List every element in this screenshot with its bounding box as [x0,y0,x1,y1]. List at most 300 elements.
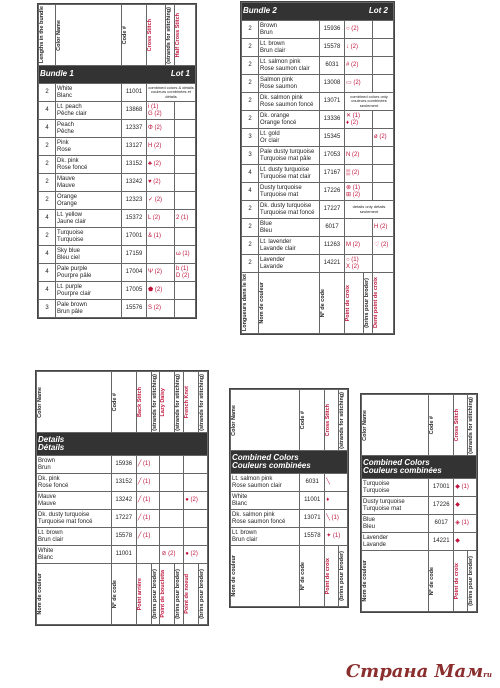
half-cross-symbol [373,39,394,57]
color-name-fr: Turquoise [363,487,390,494]
table-row [37,492,208,510]
cross-stitch-symbol: ⬟ (2) [147,282,175,300]
half-cross-symbol [175,228,196,246]
details-lazy-header: Lazy Daisy [160,387,167,417]
table-row [242,255,394,273]
half-cross-symbol [373,183,394,201]
combined2-strands-header: (strands for stitching) [468,396,475,454]
table-row [242,165,394,183]
cross-stitch-symbol: ○ (2) [345,21,373,39]
color-name: Dk. orange [260,113,290,120]
color-name-fr: Orange foncé [260,119,297,126]
length-cell: 2 [242,21,259,39]
combined1-strands-header: (strands for stitching) [339,391,346,449]
color-name-cell [56,192,122,210]
bundle1-rows [39,84,196,318]
bundle2-name-header: Nom de couleur [259,282,265,324]
cross-stitch-symbol: L (2) [147,210,175,228]
details-code-header: Code # [111,392,118,412]
bundle1-code-header: Code # [122,25,128,45]
lazy-symbol [160,528,184,546]
bundle2-cross-header: Point de croix [345,284,351,322]
bundle1-lot: Lot 1 [170,69,190,79]
table-row [39,246,196,264]
color-name-cell [231,528,300,546]
color-name-fr: Brun [38,464,51,471]
color-name-cell [259,165,320,183]
combined2-name-fr-header: Nom de couleur [362,560,368,602]
half-cross-symbol: ♡ (2) [373,237,394,255]
length-cell: 2 [242,57,259,75]
length-cell: 4 [39,210,56,228]
half-cross-symbol: ø (2) [373,129,394,147]
color-name-cell [259,147,320,165]
half-cross-symbol [175,300,196,318]
table-row [37,510,208,528]
combined2-strands-fr-header: (brins pour broder) [468,556,475,606]
color-name-cell [56,282,122,300]
color-name: Dk. pink [57,158,79,165]
code-cell: 12337 [122,120,147,138]
color-name-fr: Rose saumon [260,83,298,90]
color-name-fr: Lavande [363,541,387,548]
code-cell: 12323 [122,192,147,210]
lazy-symbol [160,456,184,474]
length-cell: 2 [39,192,56,210]
details-name-fr-header: Nom de couleur [37,573,43,615]
cross-stitch-symbol: i (1) G (2) [147,102,175,120]
color-name-cell [259,111,320,129]
code-cell: 13336 [320,111,345,129]
color-name: Orange [57,194,78,201]
details-name-header: Color Name [37,386,43,418]
color-name-cell [259,201,320,219]
bundle1-header-row [39,5,196,66]
color-name-fr: Bleu [260,227,273,234]
color-name-fr: Orange [57,200,78,207]
color-name-fr: Pêche [57,128,75,135]
color-name-cell [37,492,112,510]
color-name-cell [362,479,429,497]
combined2-rows [362,479,477,551]
table-row [362,533,477,551]
table-row [242,201,394,219]
table-row [37,474,208,492]
color-name: Dk. pink [38,476,60,483]
lazy-symbol [160,510,184,528]
table-row [39,192,196,210]
color-name-fr: Pêche clair [57,110,87,117]
color-name: Brown [260,23,278,30]
color-name-fr: Rose foncé [57,164,88,171]
cross-stitch-symbol: S (2) [147,300,175,318]
french-symbol: ● (2) [184,546,208,564]
code-cell: 13008 [320,75,345,93]
details-french-header: French Knot [184,385,191,419]
bundle2-header-row [242,273,394,334]
color-name: Blue [260,221,273,228]
french-symbol: ● (2) [184,492,208,510]
table-row [231,474,348,492]
code-cell: 6017 [320,219,345,237]
half-cross-symbol [373,111,394,129]
color-name: Lt. salmon pink [260,59,301,66]
cross-stitch-symbol: N (2) [345,147,373,165]
color-name: Dk. salmon pink [260,95,303,102]
length-cell: 2 [39,138,56,156]
combined1-name-fr-header: Nom de couleur [231,555,237,597]
details-header-row [37,372,208,433]
cross-stitch-symbol: ○ (1) X (2) [345,255,373,273]
details-title-fr: Détails [38,443,65,452]
details-band [37,433,208,456]
length-cell: 2 [242,201,259,219]
color-name-cell [259,219,320,237]
combined1-strands-fr-header: (brins pour broder) [339,551,346,601]
table-row [231,528,348,546]
cross-stitch-symbol: ◆ [454,533,477,551]
color-name: Pale brown [57,302,88,309]
color-name-fr: Turquoise mat foncé [38,518,93,525]
table-row [39,264,196,282]
color-name-fr: Turquoise [57,236,84,243]
table-row [39,156,196,174]
details-strands-fr-header-3: (brins pour broder) [199,569,206,619]
cross-stitch-symbol: ╲ (1) [325,510,348,528]
code-cell: 13242 [111,492,136,510]
table-row [37,456,208,474]
color-name: Pale dusty turquoise [260,149,315,156]
combined1-cross-fr-header: Point de croix [325,557,332,595]
combined2-code-header: Code # [429,415,436,435]
details-strands-fr-header: (brins pour broder) [151,569,158,619]
color-name-cell [56,84,122,102]
half-cross-symbol [175,156,196,174]
half-cross-symbol [175,138,196,156]
lazy-symbol [160,474,184,492]
color-name-cell [259,21,320,39]
color-name: Dk. dusty turquoise [260,203,312,210]
length-cell: 2 [39,174,56,192]
color-name-cell [56,120,122,138]
french-symbol [184,474,208,492]
code-cell: 17227 [111,510,136,528]
color-name-cell [37,474,112,492]
code-cell: 13152 [122,156,147,174]
cross-stitch-symbol: ✦ (1) [325,528,348,546]
cross-stitch-symbol: ◆ [454,497,477,515]
code-cell: 15578 [300,528,325,546]
color-name-fr: Turquoise mat pâle [260,155,312,162]
back-symbol: ╱ (1) [136,492,160,510]
color-name: Turquoise [363,481,390,488]
color-name-cell [56,174,122,192]
color-name: Lt. brown [232,530,257,537]
table-row [39,300,196,318]
combined2-fr-header-row [362,551,477,612]
bundle1-half-header: Half Cross Stitch [175,12,181,58]
bundle2-length-header: Longueurs dans le lot [242,274,248,332]
color-name-cell [231,510,300,528]
table-row [242,111,394,129]
combined1-fr-header-row [231,546,348,607]
half-cross-symbol: ω (1) [175,246,196,264]
details-back-header: Back Stitch [136,387,143,417]
table-row [39,138,196,156]
color-name-cell [37,456,112,474]
combined2-title: Combined Colors [363,457,430,467]
table-row [362,515,477,533]
color-name-cell [259,57,320,75]
table-row [362,479,477,497]
back-symbol: ╱ (1) [136,510,160,528]
table-row [242,75,394,93]
color-name-fr: Lavande [260,263,284,270]
lazy-symbol: ⊘ (2) [160,546,184,564]
length-cell: 4 [39,102,56,120]
color-name: Mauve [38,494,57,501]
combined1-cross-header: Cross Stitch [325,403,332,437]
length-cell: 2 [242,39,259,57]
length-cell: 2 [242,219,259,237]
cross-stitch-symbol: ╲ [325,474,348,492]
color-name: Brown [38,458,56,465]
color-name-cell [56,300,122,318]
cross-stitch-symbol: ◆ (1) [454,479,477,497]
bundle1-cross-header: Cross Stitch [147,18,153,52]
color-name-fr: Rose saumon foncé [232,518,286,525]
color-name: Pink [57,140,69,147]
code-cell: 11001 [122,84,147,102]
color-name-fr: Or clair [260,137,280,144]
cross-stitch-symbol: ✓ (2) [147,192,175,210]
color-name: Lt. yellow [57,212,83,219]
bundle2-rows [242,21,394,273]
code-cell: 17159 [122,246,147,264]
color-name-cell [231,474,300,492]
cross-stitch-symbol: ◈ (1) [454,515,477,533]
color-name: Lt. brown [38,530,63,537]
length-cell: 2 [242,75,259,93]
details-back-fr-header: Point arrière [136,577,143,611]
combined2-cross-header: Cross Stitch [454,408,461,442]
code-cell: 15578 [320,39,345,57]
code-cell: 15578 [111,528,136,546]
bundle2-lot: Lot 2 [368,6,388,16]
color-name-cell [56,138,122,156]
table-row [242,39,394,57]
code-cell: 11001 [111,546,136,564]
code-cell: 17226 [320,183,345,201]
color-name-cell [37,528,112,546]
color-name: Pale purple [57,266,88,273]
code-cell: 14221 [429,533,454,551]
color-name-fr: Turquoise mat clair [260,173,311,180]
color-name: White [38,548,54,555]
length-cell: 3 [39,300,56,318]
color-name-fr: Turquoise mat [260,191,299,198]
back-symbol: ╱ (1) [136,456,160,474]
color-name-cell [362,533,429,551]
half-cross-symbol [175,192,196,210]
details-code-fr-header: Nº de code [111,579,118,609]
color-name-fr: Blanc [232,500,248,507]
code-cell: 15345 [320,129,345,147]
cross-stitch-symbol [345,219,373,237]
color-name: Dusty turquoise [363,499,405,506]
table-row [231,492,348,510]
color-name-cell [259,93,320,111]
color-name: Lt. salmon pink [232,476,273,483]
code-cell: 17053 [320,147,345,165]
code-cell: 17004 [122,264,147,282]
details-fr-header-row [37,564,208,625]
length-cell: 4 [39,282,56,300]
details-strands-header: (strands for stitching) [151,373,158,431]
combined1-code-header: Code # [300,410,307,430]
color-name: Lt. brown [260,41,285,48]
color-name-fr: Turquoise mat [363,505,402,512]
color-name-fr: Mauve [38,500,57,507]
half-cross-symbol: b (1) D (2) [175,264,196,282]
color-name: Lt. dusty turquoise [260,167,310,174]
color-name-fr: Mauve [57,182,76,189]
color-name-fr: Rose foncé [38,482,69,489]
color-name-fr: Rose saumon clair [260,65,310,72]
bundle1-table [37,3,197,319]
cross-stitch-symbol: ♦ [325,492,348,510]
color-name: Dk. dusty turquoise [38,512,90,519]
details-table [35,370,209,626]
cross-stitch-symbol: ⊗ (1) ⊞ (2) [345,183,373,201]
bundle2-band [242,3,394,21]
color-name-fr: Rose [57,146,72,153]
back-symbol: ╱ (1) [136,474,160,492]
length-cell: 4 [39,264,56,282]
color-name-fr: Rose saumon foncé [260,101,314,108]
color-name: Turquoise [57,230,84,237]
code-cell: 13071 [320,93,345,111]
length-cell: 2 [39,84,56,102]
code-cell: 6017 [429,515,454,533]
length-cell: 4 [39,120,56,138]
color-name: Dusty turquoise [260,185,302,192]
note-cell: combined colors only couleurs combinées seulement [345,93,394,111]
cross-stitch-symbol: ▒ (2) [345,165,373,183]
back-symbol: ╱ (1) [136,528,160,546]
watermark-text: Страна Мам [345,661,484,682]
color-name-cell [56,246,122,264]
code-cell: 14221 [320,255,345,273]
code-cell: 17001 [122,228,147,246]
color-name-fr: Brun pâle [57,308,83,315]
color-name-fr: Blanc [57,92,73,99]
table-row [242,21,394,39]
color-name-cell [362,497,429,515]
code-cell: 13127 [122,138,147,156]
details-rows [37,456,208,564]
cross-stitch-symbol: # (2) [345,57,373,75]
combined2-name-header: Color Name [362,409,368,441]
color-name-cell [231,492,300,510]
french-symbol [184,456,208,474]
color-name-fr: Bleu [363,523,376,530]
color-name-fr: Turquoise mat foncé [260,209,315,216]
combined2-code-fr-header: Nº de code [429,566,436,596]
cross-stitch-symbol: H (2) [147,138,175,156]
table-row [242,147,394,165]
color-name: Lt. peach [57,104,82,111]
half-cross-symbol [175,120,196,138]
color-name-cell [362,515,429,533]
length-cell: 4 [242,165,259,183]
cross-stitch-symbol: ♣ (2) [147,156,175,174]
color-name: Dk. salmon pink [232,512,275,519]
cross-stitch-symbol: M (2) [345,237,373,255]
length-cell: 4 [242,183,259,201]
table-row [242,183,394,201]
combined1-title: Combined Colors [232,452,299,462]
note-cell: combined colors & details couleurs combinées et détails [147,84,196,102]
cross-stitch-symbol: ▭ (2) [345,75,373,93]
bundle1-strands-header: (strands for stitching) [166,6,172,64]
color-name-fr: Jaune clair [57,218,87,225]
watermark-sub: ru [483,670,492,679]
cross-stitch-symbol: & (1) [147,228,175,246]
combined2-table [360,393,478,613]
table-row [242,93,394,111]
length-cell: 2 [242,255,259,273]
color-name: Lt. gold [260,131,280,138]
combined1-title-fr: Couleurs combinées [232,461,311,470]
color-name: Lt. purple [57,284,83,291]
table-row [39,120,196,138]
details-strands-header-2: (strands for stitching) [175,373,182,431]
code-cell: 15936 [111,456,136,474]
cross-stitch-symbol: Φ (2) [147,120,175,138]
french-symbol [184,528,208,546]
bundle1-title: Bundle 1 [40,69,74,79]
combined1-band [231,451,348,474]
color-name-cell [259,237,320,255]
color-name: White [57,86,73,93]
table-row [39,174,196,192]
color-name-fr: Rose saumon clair [232,482,282,489]
half-cross-symbol: H (2) [373,219,394,237]
code-cell: 17005 [122,282,147,300]
table-row [242,129,394,147]
half-cross-symbol [175,102,196,120]
details-strands-header-3: (strands for stitching) [199,373,206,431]
table-row [37,546,208,564]
bundle1-length-header: Lengths in the bundle [39,6,45,64]
cross-stitch-symbol [147,246,175,264]
color-name-fr: Pourpre clair [57,290,92,297]
table-row [39,102,196,120]
code-cell: 17226 [429,497,454,515]
bundle2-code-header: Nº de code [320,288,326,318]
color-name-cell [259,183,320,201]
length-cell: 2 [242,93,259,111]
cross-stitch-symbol: ↓ (2) [345,39,373,57]
combined1-table [229,388,349,608]
bundle2-table [240,1,395,335]
cross-stitch-symbol: Ψ (2) [147,264,175,282]
table-row [39,282,196,300]
watermark [346,661,492,682]
code-cell: 13868 [122,102,147,120]
table-row [39,228,196,246]
